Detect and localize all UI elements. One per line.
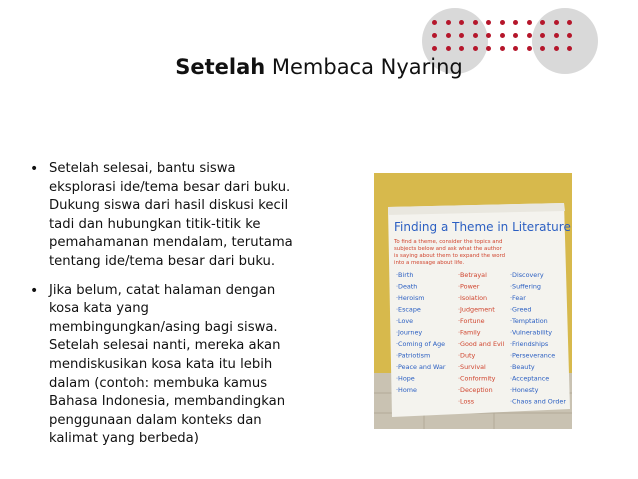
poster-intro-line: into a message about life. [394,260,465,266]
poster-word: ·Judgement [458,305,495,314]
poster-word: ·Vulnerability [510,328,552,337]
decorative-dot [432,33,437,38]
poster-word: ·Honesty [510,386,539,394]
poster-word: ·Temptation [510,317,548,325]
poster-word: ·Perseverance [510,351,556,360]
poster-word: ·Friendships [510,340,549,348]
poster-word: ·Betrayal [458,271,487,279]
title-rest: Membaca Nyaring [265,55,463,79]
bullet-item [30,160,300,272]
decorative-dot [513,33,518,38]
poster-word: ·Heroism [396,294,425,302]
decorative-dot [473,33,478,38]
decorative-dot [446,20,451,25]
bullet-text: Jika belum, catat halaman dengan kosa kata yang membingungkan/asing bagi siswa. Setelah selesai nanti, mereka akan mendiskusikan kosa kata itu lebih dalam (contoh: membuka kamus Bahasa Indonesia, membandingkan penggunaan dalam konteks dan kalimat yang berbeda) [49,282,286,447]
decorative-dot [513,20,518,25]
decorative-dot [500,20,505,25]
poster-word: ·Family [458,328,481,337]
decorative-dot [527,46,532,51]
decorative-dot [486,46,491,51]
poster-word: ·Deception [458,386,493,394]
poster-word: ·Fortune [458,317,485,325]
title-bold: Setelah [175,55,266,79]
poster-word: ·Chaos and Order [510,397,566,406]
poster-word: ·Fear [510,294,526,302]
bullet-marker: • [30,161,39,177]
decorative-dot [567,33,572,38]
decorative-dot [486,33,491,38]
poster-word: ·Isolation [458,294,488,302]
poster-word: ·Loss [458,397,475,406]
poster-word: ·Conformity [458,374,496,383]
decorative-dot [500,46,505,51]
bullet-list [30,160,300,459]
poster-word: ·Hope [396,374,415,383]
decorative-dot [432,46,437,51]
poster-word: ·Home [396,386,417,394]
decorative-dot [486,20,491,25]
poster-word: ·Discovery [510,271,544,279]
poster-word: ·Power [458,282,480,291]
decorative-dot [446,46,451,51]
decorative-dot [554,33,559,38]
decorative-dot [527,33,532,38]
decorative-dot [500,33,505,38]
decorative-dot [540,33,545,38]
poster-intro-line: is saying about them to expand the word [394,253,506,259]
poster-word: ·Love [396,317,414,325]
decorative-dot [554,20,559,25]
decorative-dot-pattern [432,20,582,60]
decorative-dot [567,20,572,25]
decorative-dot [554,46,559,51]
poster-word: ·Survival [458,363,486,371]
poster-word: ·Patriotism [396,351,431,360]
poster-word: ·Acceptance [510,374,550,383]
poster-word: ·Death [396,282,418,291]
poster-intro-line: subjects below and ask what the author [394,246,502,252]
decorative-dot [459,33,464,38]
decorative-dot [513,46,518,51]
poster-word: ·Suffering [510,282,541,291]
poster-word: ·Greed [510,305,532,314]
bullet-text: Setelah selesai, bantu siswa eksplorasi ide/tema besar dari buku. Dukung siswa dari hasil diskusi kecil tadi dan hubungkan titik-titik ke pemahamanan mendalam, terutama tentang ide/tema besar dari buku. [49,161,293,269]
poster-word: ·Peace and War [396,363,446,371]
decorative-dot [459,46,464,51]
poster-word: ·Good and Evil [458,340,505,348]
poster-word: ·Duty [458,351,476,360]
poster-word: ·Coming of Age [396,340,446,348]
poster-word: ·Beauty [510,363,535,371]
decorative-dot [446,33,451,38]
bullet-item [30,282,300,449]
decorative-dot [459,20,464,25]
decorative-dot [473,20,478,25]
bullet-marker: • [30,282,39,299]
slide-title [0,55,638,79]
poster-photo [374,173,572,429]
poster-word: ·Journey [396,328,423,337]
poster-intro-line: To find a theme, consider the topics and [394,239,503,245]
decorative-dot [527,20,532,25]
decorative-dot [540,46,545,51]
decorative-dot [432,20,437,25]
poster-title: Finding a Theme in Literature [394,220,571,234]
poster-word: ·Birth [396,271,414,279]
decorative-dot [473,46,478,51]
poster-word: ·Escape [396,305,421,314]
decorative-dot [540,20,545,25]
decorative-dot [567,46,572,51]
poster-photo-graphic [374,173,572,429]
